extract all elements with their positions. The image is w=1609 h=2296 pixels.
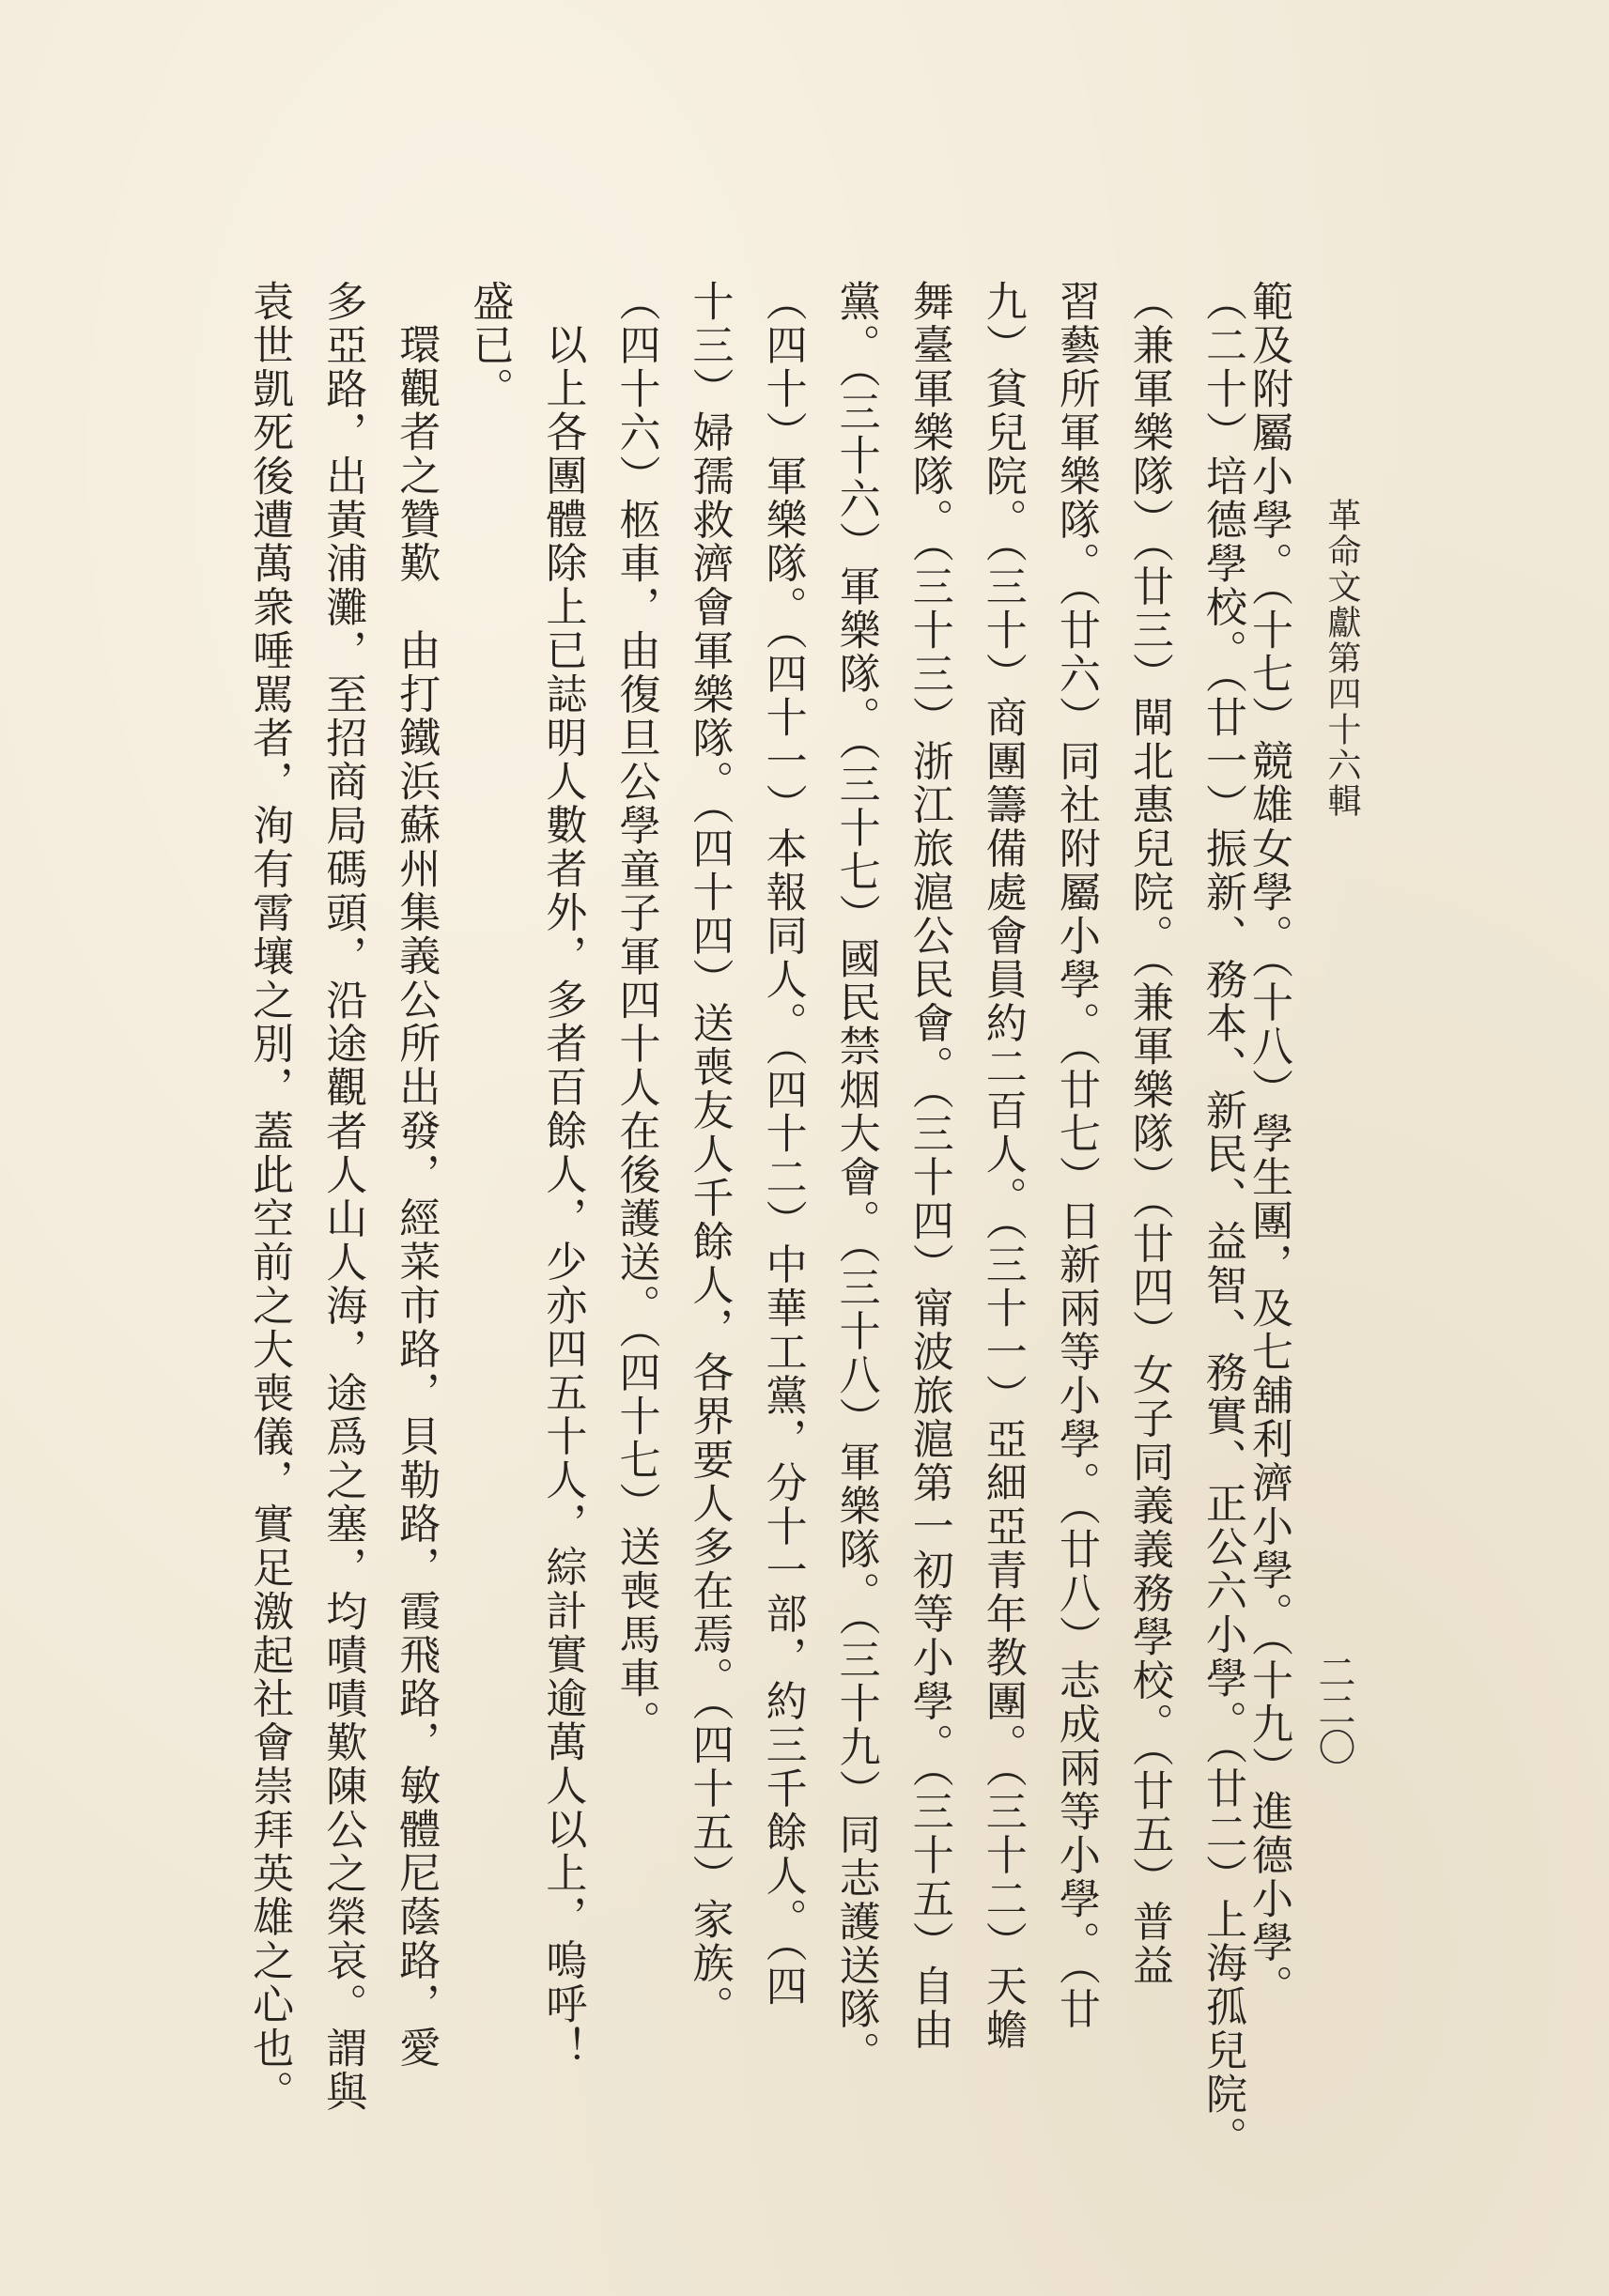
text-line: 十三）婦孺救濟會軍樂隊。（四十四）送喪友人千餘人，各界要人多在焉。（四十五）家族。 [685,280,734,2029]
text-line: 盛已。 [465,280,514,411]
text-line: 習藝所軍樂隊。（廿六）同社附屬小學。（廿七）日新兩等小學。（廿八）志成兩等小學。（廿 [1051,280,1100,2031]
text-line: 舞臺軍樂隊。（三十三）浙江旅滬公民會。（三十四）甯波旅滬第一初等小學。（三十五）自由 [905,280,953,2052]
page-number: 二二〇 [1312,1653,1355,1765]
text-line: 多亞路，出黃浦灘，至招商局碼頭，沿途觀者人山人海，途爲之塞，均嘖嘖歎陳公之榮哀。謂與 [318,280,367,2114]
text-line: 袁世凱死後遭萬衆唾駡者，洵有霄壤之別，蓋此空前之大喪儀，實足激起社會崇拜英雄之心也。 [245,280,294,2114]
text-line: 九）貧兒院。（三十）商團籌備處會員約二百人。（三十一）亞細亞青年教團。（三十二）天蟾 [978,280,1027,2052]
text-line: （兼軍樂隊）（廿三）閘北惠兒院。（兼軍樂隊）（廿四）女子同義義務學校。（廿五）普益 [1124,280,1173,1988]
text-line: 黨。（三十六）軍樂隊。（三十七）國民禁烟大會。（三十八）軍樂隊。（三十九）同志護送隊。 [831,280,880,2075]
running-head-title: 革命文獻第四十六輯 [1323,498,1361,819]
text-line: （二十）培德學校。（廿一）振新、務本、新民、益智、務實、正公六小學。（廿二）上海孤兒院。 [1198,280,1246,2160]
paragraph-start-line: 以上各團體除上已誌明人數者外，多者百餘人，少亦四五十人，綜計實逾萬人以上，嗚呼！ [538,323,587,2070]
text-line: （四十六）柩車，由復旦公學童子軍四十人在後護送。（四十七）送喪馬車。 [611,280,660,1744]
body-text [216,280,1292,2160]
text-line: （四十）軍樂隊。（四十一）本報同人。（四十二）中華工黨，分十一部，約三千餘人。（四 [758,280,807,2009]
section-heading-line: 環觀者之贊歎 由打鐵浜蘇州集義公所出發，經菜市路，貝勒路，霞飛路，敏體尼蔭路，愛 [392,323,441,2070]
text-line: 範及附屬小學。（十七）競雄女學。（十八）學生團，及七舖利濟小學。（十九）進德小學。 [1245,280,1292,2009]
